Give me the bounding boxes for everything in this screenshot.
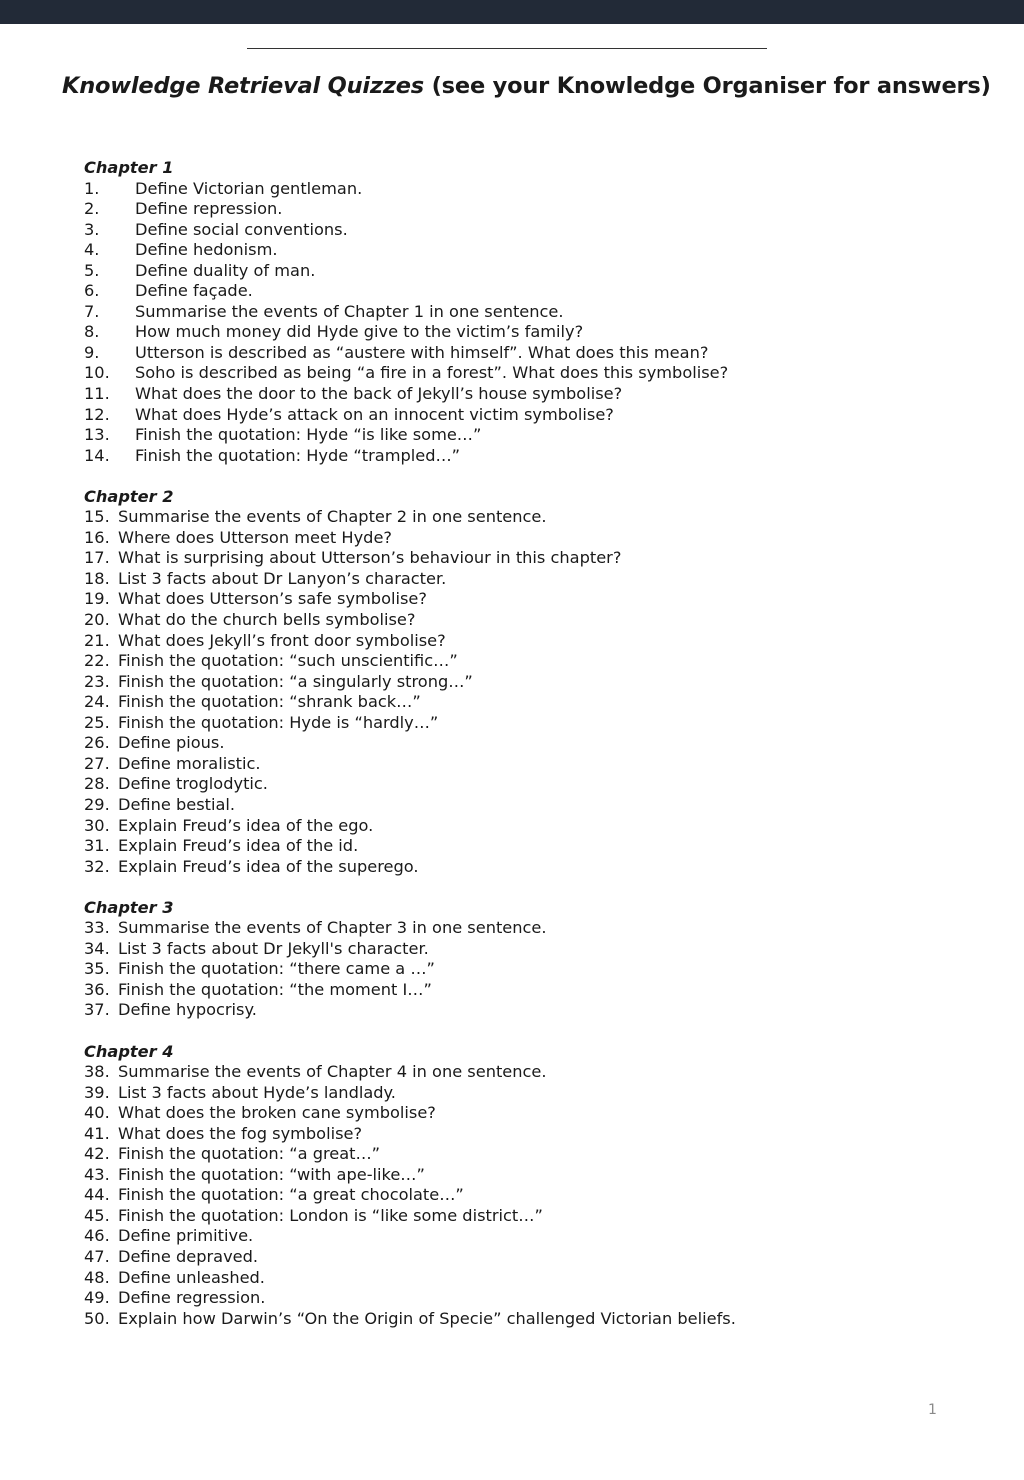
question-number: 4. [84, 240, 100, 260]
question-text: Finish the quotation: Hyde “is like some…” [135, 425, 482, 445]
question-item [84, 384, 984, 405]
question-text: Define troglodytic. [118, 774, 268, 794]
question-number: 31. [84, 836, 110, 856]
question-text: Explain how Darwin’s “On the Origin of Specie” challenged Victorian beliefs. [118, 1308, 736, 1328]
question-text: Define hedonism. [135, 240, 278, 260]
question-item [84, 1185, 984, 1206]
question-number: 47. [84, 1246, 110, 1266]
chapter-section [84, 158, 984, 466]
question-number: 12. [84, 404, 110, 424]
chapter-title: Chapter 1 [84, 158, 174, 177]
question-item [84, 959, 984, 980]
page-title-italic: Knowledge Retrieval Quizzes [62, 73, 424, 99]
question-number: 14. [84, 445, 110, 465]
question-item [84, 548, 984, 569]
chapter-section [84, 1042, 984, 1330]
question-item [84, 836, 984, 857]
question-text: Finish the quotation: Hyde is “hardly…” [118, 712, 439, 732]
question-item [84, 1206, 984, 1227]
question-text: Soho is described as being “a fire in a forest”. What does this symbolise? [135, 363, 729, 383]
question-item [84, 179, 984, 200]
question-text: Utterson is described as “austere with himself”. What does this mean? [135, 342, 709, 362]
question-item [84, 918, 984, 939]
question-number: 37. [84, 1000, 110, 1020]
question-number: 2. [84, 199, 100, 219]
question-item [84, 733, 984, 754]
question-item [84, 610, 984, 631]
question-number: 19. [84, 589, 110, 609]
question-text: Define façade. [135, 281, 253, 301]
question-number: 6. [84, 281, 100, 301]
question-number: 44. [84, 1185, 110, 1205]
question-number: 20. [84, 610, 110, 630]
question-text: Define pious. [118, 733, 225, 753]
question-number: 23. [84, 671, 110, 691]
question-number: 34. [84, 938, 110, 958]
question-item [84, 1062, 984, 1083]
question-item [84, 589, 984, 610]
quiz-list [84, 158, 984, 1350]
question-number: 45. [84, 1205, 110, 1225]
question-number: 28. [84, 774, 110, 794]
question-item [84, 1165, 984, 1186]
question-text: Summarise the events of Chapter 4 in one sentence. [118, 1062, 547, 1082]
question-item [84, 363, 984, 384]
question-text: Explain Freud’s idea of the id. [118, 836, 359, 856]
question-text: List 3 facts about Hyde’s landlady. [118, 1082, 396, 1102]
question-number: 30. [84, 815, 110, 835]
question-number: 1. [84, 178, 100, 198]
question-number: 40. [84, 1103, 110, 1123]
question-item [84, 1000, 984, 1021]
question-number: 21. [84, 630, 110, 650]
question-item [84, 816, 984, 837]
question-text: Finish the quotation: “such unscientific…” [118, 651, 458, 671]
question-number: 9. [84, 342, 100, 362]
question-text: List 3 facts about Dr Jekyll's character. [118, 938, 429, 958]
chapter-title: Chapter 2 [84, 486, 174, 506]
chapter-title: Chapter 3 [84, 897, 174, 917]
question-text: Summarise the events of Chapter 1 in one sentence. [135, 301, 564, 321]
question-text: Define hypocrisy. [118, 1000, 257, 1020]
question-number: 41. [84, 1123, 110, 1143]
question-item [84, 980, 984, 1001]
question-text: Finish the quotation: “the moment I…” [118, 979, 432, 999]
question-number: 27. [84, 753, 110, 773]
question-text: What is surprising about Utterson’s behaviour in this chapter? [118, 548, 622, 568]
question-item [84, 281, 984, 302]
question-number: 7. [84, 301, 100, 321]
question-item [84, 692, 984, 713]
question-item [84, 651, 984, 672]
question-text: What does the broken cane symbolise? [118, 1103, 436, 1123]
question-number: 32. [84, 856, 110, 876]
question-number: 18. [84, 568, 110, 588]
question-number: 42. [84, 1144, 110, 1164]
question-item [84, 261, 984, 282]
question-text: Finish the quotation: “there came a …” [118, 959, 435, 979]
question-text: Finish the quotation: “shrank back…” [118, 692, 421, 712]
page-number: 1 [928, 1402, 937, 1418]
question-text: What does Utterson’s safe symbolise? [118, 589, 427, 609]
question-text: Define bestial. [118, 794, 236, 814]
question-text: How much money did Hyde give to the victim’s family? [135, 322, 584, 342]
question-item [84, 1083, 984, 1104]
question-number: 8. [84, 322, 100, 342]
question-number: 50. [84, 1308, 110, 1328]
question-item [84, 405, 984, 426]
question-item [84, 631, 984, 652]
question-item [84, 1247, 984, 1268]
question-item [84, 754, 984, 775]
question-item [84, 939, 984, 960]
question-item [84, 446, 984, 467]
question-text: Finish the quotation: Hyde “trampled…” [135, 445, 461, 465]
question-text: Explain Freud’s idea of the ego. [118, 815, 374, 835]
question-text: List 3 facts about Dr Lanyon’s character. [118, 568, 447, 588]
question-number: 25. [84, 712, 110, 732]
question-text: Define duality of man. [135, 260, 316, 280]
question-item [84, 199, 984, 220]
question-item [84, 569, 984, 590]
page-title-rest: (see your Knowledge Organiser for answers) [423, 73, 991, 99]
chapter-section [84, 898, 984, 1021]
page-title [62, 73, 991, 99]
top-bar [0, 0, 1024, 24]
question-item [84, 528, 984, 549]
question-item [84, 425, 984, 446]
question-item [84, 302, 984, 323]
question-number: 11. [84, 384, 110, 404]
question-item [84, 1268, 984, 1289]
question-number: 36. [84, 979, 110, 999]
question-text: Where does Utterson meet Hyde? [118, 527, 393, 547]
question-item [84, 672, 984, 693]
question-item [84, 774, 984, 795]
chapter-title: Chapter 4 [84, 1041, 174, 1061]
question-item [84, 322, 984, 343]
chapter-section [84, 487, 984, 877]
question-text: Define primitive. [118, 1226, 254, 1246]
question-item [84, 507, 984, 528]
question-item [84, 795, 984, 816]
question-number: 26. [84, 733, 110, 753]
question-item [84, 1288, 984, 1309]
question-text: Finish the quotation: “a great chocolate…” [118, 1185, 464, 1205]
question-item [84, 220, 984, 241]
question-number: 15. [84, 507, 110, 527]
question-number: 33. [84, 918, 110, 938]
question-text: What do the church bells symbolise? [118, 610, 416, 630]
question-text: Define repression. [135, 199, 283, 219]
question-text: Define social conventions. [135, 219, 348, 239]
question-number: 22. [84, 651, 110, 671]
question-number: 35. [84, 959, 110, 979]
question-text: What does the door to the back of Jekyll’s house symbolise? [135, 384, 623, 404]
question-item [84, 857, 984, 878]
question-text: Summarise the events of Chapter 3 in one sentence. [118, 918, 547, 938]
question-number: 3. [84, 219, 100, 239]
question-number: 48. [84, 1267, 110, 1287]
question-text: What does Jekyll’s front door symbolise? [118, 630, 446, 650]
question-item [84, 1103, 984, 1124]
question-number: 13. [84, 425, 110, 445]
question-number: 24. [84, 692, 110, 712]
question-text: Define Victorian gentleman. [135, 178, 363, 198]
question-text: Finish the quotation: “with ape-like…” [118, 1164, 425, 1184]
question-number: 43. [84, 1164, 110, 1184]
question-number: 46. [84, 1226, 110, 1246]
question-text: Finish the quotation: “a singularly strong…” [118, 671, 473, 691]
header-rule [247, 48, 767, 49]
question-text: Finish the quotation: “a great…” [118, 1144, 381, 1164]
question-text: Finish the quotation: London is “like some district…” [118, 1205, 543, 1225]
question-item [84, 1226, 984, 1247]
question-text: Summarise the events of Chapter 2 in one sentence. [118, 507, 547, 527]
question-text: What does Hyde’s attack on an innocent victim symbolise? [135, 404, 614, 424]
question-text: Define depraved. [118, 1246, 259, 1266]
question-number: 38. [84, 1062, 110, 1082]
question-item [84, 1144, 984, 1165]
question-text: Define unleashed. [118, 1267, 265, 1287]
question-text: What does the fog symbolise? [118, 1123, 363, 1143]
question-item [84, 1124, 984, 1145]
question-item [84, 1309, 984, 1330]
question-text: Define moralistic. [118, 753, 261, 773]
question-number: 10. [84, 363, 110, 383]
question-number: 17. [84, 548, 110, 568]
question-number: 16. [84, 527, 110, 547]
question-item [84, 240, 984, 261]
question-text: Explain Freud’s idea of the superego. [118, 856, 419, 876]
question-item [84, 713, 984, 734]
question-number: 29. [84, 794, 110, 814]
question-number: 5. [84, 260, 100, 280]
question-number: 39. [84, 1082, 110, 1102]
question-text: Define regression. [118, 1288, 266, 1308]
question-number: 49. [84, 1288, 110, 1308]
question-item [84, 343, 984, 364]
